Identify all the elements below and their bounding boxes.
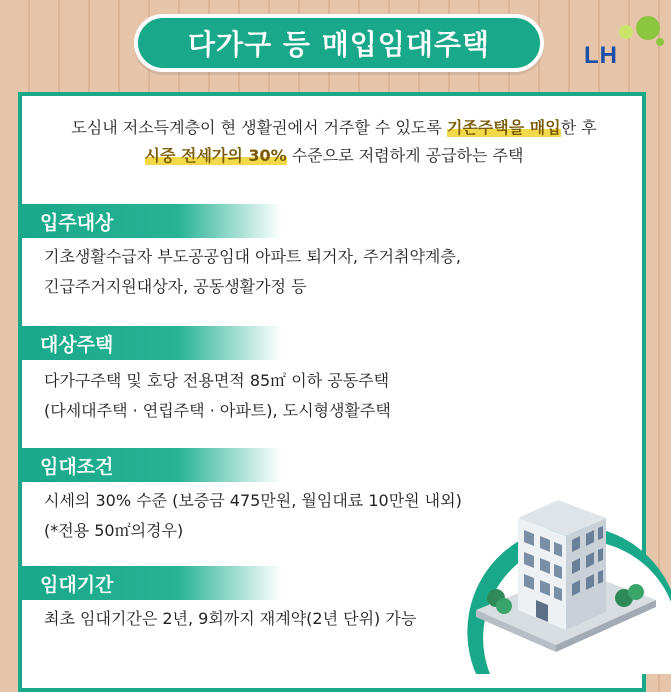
intro-line-1-pre: 도심내 저소득계층이 현 생활권에서 거주할 수 있도록 xyxy=(71,118,447,137)
section-line: 시세의 30% 수준 (보증금 475만원, 월임대료 10만원 내외) xyxy=(44,491,462,510)
section-label-housing: 대상주택 xyxy=(22,326,282,360)
section-body-housing xyxy=(44,366,391,426)
section-line: 기초생활수급자 부도공공임대 아파트 퇴거자, 주거취약계층, xyxy=(44,247,461,266)
section-line: (*전용 50㎡의경우) xyxy=(44,521,184,540)
intro-highlight-1: 기존주택을 매입 xyxy=(446,118,561,137)
section-line: 긴급주거지원대상자, 공동생활가정 등 xyxy=(44,277,307,296)
section-label-residents: 입주대상 xyxy=(22,204,282,238)
section-line: (다세대주택 · 연립주택 · 아파트), 도시형생활주택 xyxy=(44,401,391,420)
section-line: 다가구주택 및 호당 전용면적 85㎡ 이하 공동주택 xyxy=(44,371,390,390)
intro-line-1 xyxy=(44,114,624,142)
lh-logo xyxy=(584,14,664,74)
section-body-residents xyxy=(44,242,461,302)
section-label-period: 임대기간 xyxy=(22,566,282,600)
section-body-period xyxy=(44,604,416,634)
section-line: 최초 임대기간은 2년, 9회까지 재계약(2년 단위) 가능 xyxy=(44,609,417,628)
page-title: 다가구 등 매입임대주택 xyxy=(134,14,544,72)
intro-highlight-2: 시중 전세가의 30% xyxy=(144,146,287,165)
intro-line-2-post: 수준으로 저렴하게 공급하는 주택 xyxy=(286,146,524,165)
section-label-conditions: 임대조건 xyxy=(22,448,282,482)
apartment-building-icon xyxy=(456,470,671,674)
intro-text xyxy=(44,114,624,170)
section-body-conditions xyxy=(44,486,462,546)
intro-line-2 xyxy=(44,142,624,170)
intro-line-1-post: 한 후 xyxy=(560,118,597,137)
lh-logo-text: LH xyxy=(584,42,618,69)
